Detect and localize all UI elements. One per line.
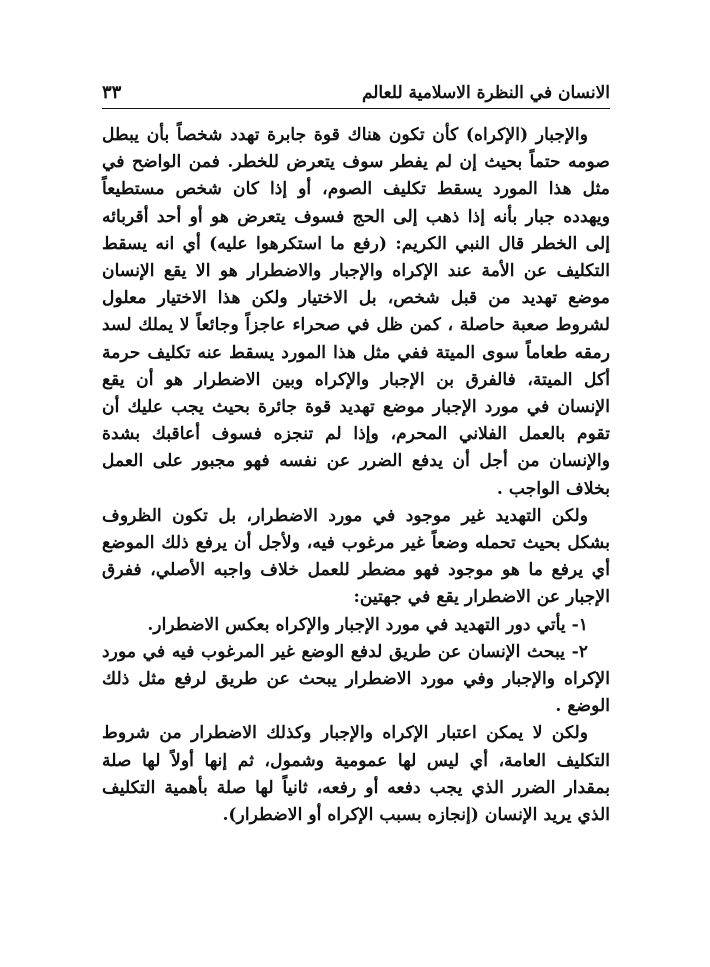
header-rule <box>102 108 610 109</box>
paragraph-conclusion: ولكن لا يمكن اعتبار الإكراه والإجبار وكذلك الاضطرار من شروط التكليف العامة، أي ليس لها عمومية وشمول، ثم إنها أولاً لها صلة بمقدار الضرر الذي يجب دفعه أو رفعه، ثانياً لها صلة بأهمية التكليف الذي يريد الإنسان (إنجازه بسبب الإكراه أو الاضطرار). <box>102 723 610 826</box>
running-title: الانسان في النظرة الاسلامية للعالم <box>361 83 610 103</box>
page-body <box>102 122 610 829</box>
page-header <box>102 82 610 108</box>
list-item-1: ١- يأتي دور التهديد في مورد الإجبار والإكراه بعكس الاضطرار. <box>147 614 588 635</box>
page-number: ٣٣ <box>102 82 122 103</box>
paragraph-necessity: ولكن التهديد غير موجود في مورد الاضطرار، بل تكون الظروف بشكل بحيث تحمله وضعاً غير مرغوب فيه، ولأجل أن يرفع ذلك الموضع أي يرفع ما هو موجود فهو مضطر للعمل خلاف واجبه الأصلي، ففرق الإجبار عن الاضطرار يقع في جهتين: <box>102 505 610 608</box>
paragraph-coercion: والإجبار (الإكراه) كأن تكون هناك قوة جابرة تهدد شخصاً بأن يبطل صومه حتماً بحيث إن لم يفطر سوف يتعرض للخطر. فمن الواضح في مثل هذا المورد يسقط تكليف الصوم، أو إذا كان شخص مستطيعاً ويهدده جبار بأنه إذا ذهب إلى الحج فسوف يتعرض هو أو أحد أقربائه إلى الخطر قال النبي الكريم: (رفع ما استكرهوا عليه) أي انه يسقط التكليف عن الأمة عند الإكراه والإجبار والاضطرار هو الا يقع الإنسان موضع تهديد من قبل شخص، بل الاختيار ولكن هذا الاختيار معلول لشروط صعبة حاصلة ، كمن ظل في صحراء عاجزاً وجائعاً لا يملك لسد رمقه طعاماً سوى الميتة ففي مثل هذا المورد يسقط عنه تكليف حرمة أكل الميتة، فالفرق بن الإجبار والإكراه وبين الاضطرار هو أن يقع الإنسان في مورد الإجبار موضع تهديد قوة جائرة بحيث يجب عليك أن تقوم بالعمل الفلاني المحرم، وإذا لم تنجزه فسوف أعاقبك بشدة والإنسان من أجل أن يدفع الضرر عن نفسه فهو مجبور على العمل بخلاف الواجب . <box>102 125 610 499</box>
list-item-2: ٢- يبحث الإنسان عن طريق لدفع الوضع غير المرغوب فيه في مورد الإكراه والإجبار وفي مورد الاضطرار يبحث عن طريق لرفع مثل ذلك الوضع . <box>102 641 610 717</box>
